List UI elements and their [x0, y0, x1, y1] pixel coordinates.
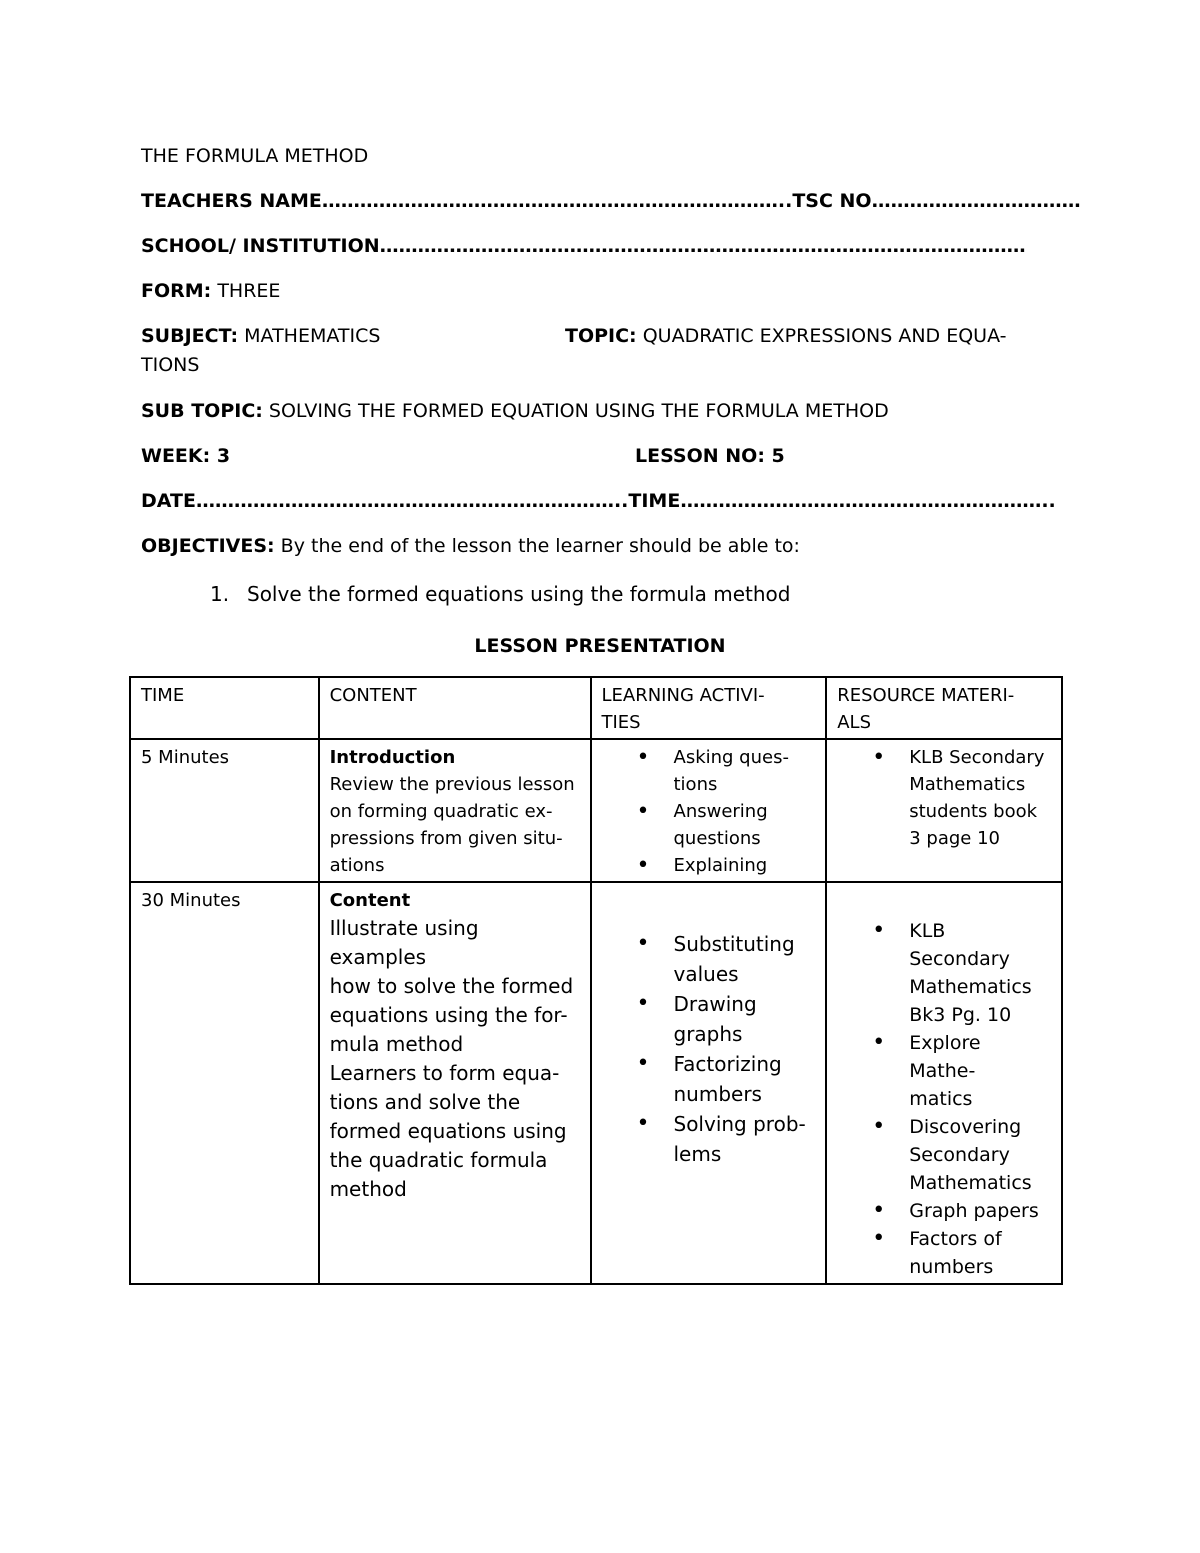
list-item-line: • Asking ques-: [673, 747, 789, 768]
list-item-line: tions: [673, 774, 718, 795]
list-item: [909, 1029, 1051, 1113]
resources-list: [837, 917, 1051, 1281]
topic-line: [565, 322, 1007, 350]
lesson-no-value: 5: [771, 445, 785, 467]
objective-item: [210, 579, 790, 609]
content-cell: [319, 882, 591, 1284]
list-item-line: • Solving prob-: [673, 1112, 806, 1136]
list-item: [909, 1113, 1051, 1197]
subject-label: SUBJECT:: [141, 325, 239, 347]
list-item-line: • KLB Secondary: [909, 920, 1010, 970]
list-item-line: numbers: [673, 1082, 762, 1106]
content-line: equations using the for-: [329, 1003, 568, 1027]
table-row: [130, 739, 1062, 882]
list-item-line: questions: [673, 828, 761, 849]
list-item-line: • Drawing: [673, 992, 757, 1016]
content-line: Learners to form equa-: [329, 1061, 560, 1085]
content-line: Review the previous lesson: [329, 774, 575, 795]
content-line: on forming quadratic ex-: [329, 801, 553, 822]
list-item-line: 3 page 10: [909, 828, 1000, 849]
content-line: Illustrate using examples: [329, 916, 479, 969]
resources-cell: [826, 882, 1062, 1284]
list-item: [674, 852, 816, 879]
column-header-resource-materials: [826, 677, 1062, 739]
school-blank: …………………………………………………………………………………………: [379, 235, 1026, 257]
list-item-line: • Answering: [673, 801, 768, 822]
topic-value: QUADRATIC EXPRESSIONS AND EQUA-: [642, 325, 1007, 347]
list-item-line: • Graph papers: [909, 1200, 1039, 1222]
topic-label: TOPIC:: [565, 325, 637, 347]
list-item-line: matics: [909, 1088, 973, 1110]
list-item-line: • Factors of: [909, 1228, 1002, 1250]
content-line: the quadratic formula: [329, 1148, 548, 1172]
column-header-learning-activities-line1: LEARNING ACTIVI-: [601, 685, 765, 706]
date-label: DATE: [141, 490, 196, 512]
time-label: TIME: [628, 490, 681, 512]
list-item-line: Mathematics: [909, 976, 1032, 998]
content-heading: Introduction: [329, 747, 456, 768]
resources-list: [837, 744, 1051, 852]
list-item: [909, 744, 1051, 852]
list-item-line: Secondary: [909, 1144, 1010, 1166]
form-label: FORM:: [141, 280, 212, 302]
list-item: [674, 798, 816, 852]
lesson-presentation-table: [129, 676, 1063, 1285]
list-item: [674, 1049, 816, 1109]
list-item-line: • Explaining: [673, 855, 768, 876]
school-label: SCHOOL/ INSTITUTION: [141, 235, 380, 257]
content-cell: [319, 739, 591, 882]
time-cell: 5 Minutes: [130, 739, 319, 882]
objective-number: 1.: [210, 582, 230, 606]
document-title: THE FORMULA METHOD: [141, 145, 369, 167]
list-item-line: Bk3 Pg. 10: [909, 1004, 1012, 1026]
list-item-line: numbers: [909, 1256, 994, 1278]
list-item-line: • KLB Secondary: [909, 747, 1045, 768]
objectives-label: OBJECTIVES:: [141, 535, 275, 557]
activities-list: [602, 929, 816, 1169]
tsc-blank: ……………………………: [871, 190, 1081, 212]
content-heading: Content: [329, 890, 411, 911]
week-value: 3: [216, 445, 231, 467]
content-line: pressions from given situ-: [329, 828, 563, 849]
subtopic-value: SOLVING THE FORMED EQUATION USING THE FORMULA METHOD: [268, 400, 889, 422]
list-item: [674, 744, 816, 798]
column-header-learning-activities-line2: TIES: [601, 712, 641, 733]
teachers-name-blank: ………………………………………………………………..: [321, 190, 793, 212]
activities-list: [602, 744, 816, 879]
column-header-time: TIME: [130, 677, 319, 739]
content-line: tions and solve the: [329, 1090, 521, 1114]
column-header-learning-activities: [591, 677, 827, 739]
teachers-name-label: TEACHERS NAME: [141, 190, 322, 212]
teachers-name-line: [141, 187, 1081, 215]
lesson-no-line: [635, 442, 785, 470]
date-blank: …………………………………………………………..: [195, 490, 629, 512]
form-value: THREE: [217, 280, 281, 302]
column-header-resource-materials-line2: ALS: [837, 712, 872, 733]
content-line: how to solve the formed: [329, 974, 574, 998]
subtopic-label: SUB TOPIC:: [141, 400, 263, 422]
resources-cell: [826, 739, 1062, 882]
week-label: WEEK:: [141, 445, 211, 467]
column-header-content: CONTENT: [319, 677, 591, 739]
lesson-presentation-title: LESSON PRESENTATION: [474, 635, 726, 657]
content-line: ations: [329, 855, 385, 876]
list-item-line: • Discovering: [909, 1116, 1022, 1138]
objective-text: Solve the formed equations using the formula method: [247, 582, 791, 606]
activities-cell: [591, 739, 827, 882]
time-cell: 30 Minutes: [130, 882, 319, 1284]
activities-cell: [591, 882, 827, 1284]
list-item-line: • Factorizing: [673, 1052, 782, 1076]
subject-value: MATHEMATICS: [244, 325, 381, 347]
date-time-line: [141, 487, 1056, 515]
table-row: [130, 882, 1062, 1284]
list-item: [674, 989, 816, 1049]
school-line: [141, 232, 1026, 260]
table-header-row: [130, 677, 1062, 739]
objectives-intro: By the end of the lesson the learner should be able to:: [280, 535, 800, 557]
content-line: mula method: [329, 1032, 464, 1056]
week-line: [141, 442, 230, 470]
list-item: [674, 1109, 816, 1169]
column-header-resource-materials-line1: RESOURCE MATERI-: [837, 685, 1015, 706]
list-item-line: Mathematics: [909, 1172, 1032, 1194]
list-item-line: Mathematics: [909, 774, 1026, 795]
time-blank: …………………………………………………..: [680, 490, 1056, 512]
content-line: method: [329, 1177, 407, 1201]
list-item-line: lems: [673, 1142, 722, 1166]
tsc-label: TSC NO: [792, 190, 872, 212]
list-item: [909, 1225, 1051, 1281]
list-item-line: values: [673, 962, 739, 986]
subject-line: [141, 322, 380, 350]
list-item-line: graphs: [673, 1022, 743, 1046]
list-item-line: • Substituting: [673, 932, 795, 956]
objectives-line: [141, 532, 800, 560]
subtopic-line: [141, 397, 889, 425]
topic-value-continued: TIONS: [141, 354, 200, 376]
lesson-no-label: LESSON NO:: [635, 445, 765, 467]
form-line: [141, 277, 280, 305]
list-item: [909, 917, 1051, 1029]
list-item-line: students book: [909, 801, 1038, 822]
list-item: [909, 1197, 1051, 1225]
content-line: formed equations using: [329, 1119, 567, 1143]
list-item: [674, 929, 816, 989]
list-item-line: • Explore Mathe-: [909, 1032, 981, 1082]
